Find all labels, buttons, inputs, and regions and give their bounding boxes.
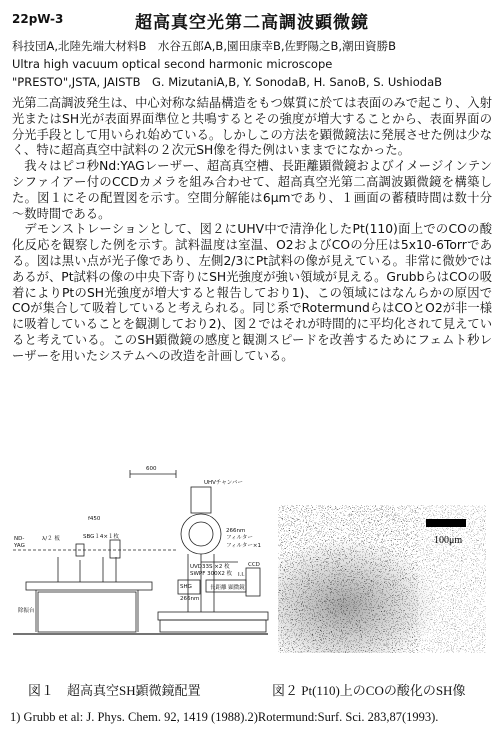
- anti-vibration-table-label: 除振台: [18, 608, 35, 614]
- english-title: Ultra high vacuum optical second harmonic microscope: [12, 57, 333, 71]
- scale-bar-label: 100μm: [434, 535, 463, 546]
- body-text: [12, 96, 492, 365]
- author-list-english: "PRESTO",JSTA, JAISTB G. MizutaniA,B, Y. SonodaB, H. SanoB, S. UshiodaB: [12, 75, 443, 89]
- yag-label: YAG: [14, 543, 25, 549]
- lens-label: f450: [88, 516, 101, 522]
- filter-count-label: フィルター×1: [226, 543, 261, 549]
- paragraph-3: デモンストレーションとして、図２にUHV中で清浄化したPt(110)面上でのCOの酸化反応を観察した例を示す。試料温度は室温、O2およびCOの分圧は5x10-6Torrである。図は黒い点が光子像であり、左側2/3にPt試料の像が見えている。非常に微妙ではあるが、Pt試料の像の中央下寄りにSH光強度が強い領域が見える。GrubbらはCOの吸着によりPtのSH光強度が増大すると報告しており1)、この領域にはなんらかの原因でCOが集合して吸着していると考えられる。同じ系でRotermundらはCOとO2が非一様に吸着していることを観測しており2)、図２ではそれが時間的に平均化されて見えていると考えている。このSH顕微鏡の感度と観測スピードを改善するためにフェムト秒レーザーを用いたシステムへの改造を計画している。: [12, 222, 492, 363]
- dimension-label: 600: [146, 466, 157, 472]
- laser-label: ND-: [14, 536, 25, 542]
- figure1-caption: 図１ 超高真空SH顕微鏡配置: [28, 683, 201, 698]
- abstract-code: 22pW-3: [12, 12, 64, 26]
- ccd-label: CCD: [248, 562, 260, 568]
- shg-wavelength-label: 266nm: [180, 596, 200, 602]
- swpf-label: SWPF 300X2 枚: [190, 571, 233, 577]
- apparatus-diagram: [8, 462, 270, 662]
- sbg-label: SBG１4×１枚: [83, 534, 120, 540]
- microscope-label: 長距離 顕微鏡: [210, 585, 245, 591]
- uhv-chamber-label: UHVチャンバー: [204, 480, 243, 486]
- sh-image: [278, 505, 486, 653]
- shg-label: SHG: [180, 584, 192, 590]
- figure2-caption: 図２ Pt(110)上のCOの酸化のSH像: [272, 683, 466, 698]
- halfwave-plate-label: λ/２ 板: [42, 536, 60, 542]
- filter-wavelength-label: 266nm: [226, 528, 246, 534]
- filter-type-label: フィルター: [226, 535, 253, 541]
- paper-title: 超高真空光第二高調波顕微鏡: [135, 13, 369, 33]
- paragraph-2: 我々はピコ秒Nd:YAGレーザー、超高真空槽、長距離顕微鏡およびイメージインテンシファイアー付のCCDカメラを組み合わせて、超高真空光第二高調波顕微鏡を構築した。図１にその配置図を示す。空間分解能は6μmであり、１画面の蓄積時間は数十分～数時間である。: [12, 159, 492, 221]
- uvd-label: UVD33S ×2 枚: [190, 564, 230, 570]
- references: 1) Grubb et al: J. Phys. Chem. 92, 1419 (1988).2)Rotermund:Surf. Sci. 283,87(1993).: [10, 710, 439, 724]
- intensifier-label: I.I.: [238, 572, 245, 578]
- author-list-japanese: 科技団A,北陸先端大材料B 水谷五郎A,B,園田康幸B,佐野陽之B,潮田資勝B: [12, 39, 396, 53]
- paragraph-1: 光第二高調波発生は、中心対称な結晶構造をもつ媒質に於ては表面のみで起こり、入射光またはSH光が表面界面準位と共鳴するとその強度が増大することから、表面界面の分光手段として用いられ始めている。しかしこの方法を顕微鏡法に発展させた例は少なく、特に超高真空中試料の２次元SH像を得た例はいままでになかった。: [12, 96, 492, 158]
